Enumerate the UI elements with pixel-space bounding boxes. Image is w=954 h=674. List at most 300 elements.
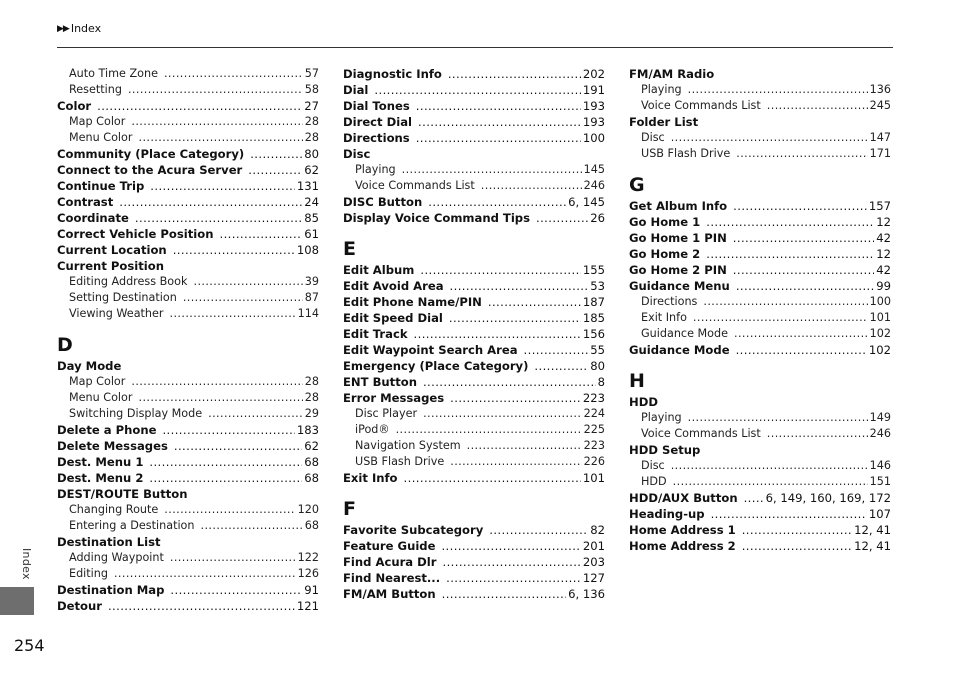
index-subentry (629, 146, 891, 162)
dot-leader (170, 582, 302, 598)
page-reference-link[interactable]: 27 (304, 99, 319, 113)
dot-leader (736, 278, 874, 294)
dot-leader (420, 262, 581, 278)
index-subentry (629, 410, 891, 426)
page-reference-link[interactable]: 99 (876, 279, 891, 293)
page-reference-link[interactable]: 120 (297, 503, 319, 516)
page-reference-link[interactable]: 171 (869, 147, 891, 160)
dot-leader (402, 162, 582, 178)
page-reference-link[interactable]: 156 (582, 327, 605, 341)
index-subentry (629, 294, 891, 310)
section-letter: E (343, 238, 356, 260)
page-reference-link[interactable]: 61 (304, 227, 319, 241)
entry-label: Map Color (69, 375, 126, 388)
entry-label: Get Album Info (629, 199, 728, 213)
page-reference-link[interactable]: 62 (304, 439, 319, 453)
dot-leader (128, 82, 303, 98)
index-subentry (343, 162, 605, 178)
page-reference-link[interactable]: 87 (304, 291, 319, 304)
index-entry (57, 146, 319, 162)
dot-leader (706, 246, 874, 262)
page-reference-link[interactable]: 6, 149, 160, 169, 172 (765, 491, 891, 505)
dot-leader (450, 278, 589, 294)
dot-leader (423, 374, 596, 390)
entry-label: Guidance Mode (629, 343, 730, 357)
dot-leader (374, 82, 580, 98)
entry-label: Current Position (57, 259, 164, 273)
entry-label: Heading-up (629, 507, 705, 521)
index-entry (343, 586, 605, 602)
page-reference-link[interactable]: 226 (583, 455, 605, 468)
index-entry (57, 210, 319, 226)
index-entry (57, 454, 319, 470)
page-reference-link[interactable]: 187 (582, 295, 605, 309)
dot-leader (733, 262, 874, 278)
dot-leader (108, 598, 295, 614)
dot-leader (131, 114, 302, 130)
page-reference-link[interactable]: 102 (869, 327, 891, 340)
index-entry (343, 210, 605, 226)
dot-leader (693, 310, 868, 326)
page-reference-link[interactable]: 42 (876, 263, 891, 277)
index-subentry (629, 82, 891, 98)
index-entry (629, 246, 891, 262)
page-reference-link[interactable]: 127 (582, 571, 605, 585)
page-reference-link[interactable]: 39 (304, 275, 319, 288)
entry-label: DEST/ROUTE Button (57, 487, 188, 501)
breadcrumb (57, 22, 101, 35)
index-entry (629, 538, 891, 554)
entry-label: Destination List (57, 535, 161, 549)
dot-leader (248, 162, 302, 178)
index-entry (629, 442, 891, 458)
page-reference-link[interactable]: 12, 41 (854, 539, 891, 553)
entry-label: HDD (641, 475, 667, 488)
page-number: 254 (14, 636, 45, 655)
dot-leader (481, 178, 582, 194)
index-column-1 (57, 66, 319, 614)
index-entry (57, 98, 319, 114)
index-column-3 (629, 66, 891, 554)
entry-label: Folder List (629, 115, 699, 129)
dot-leader (450, 454, 581, 470)
page-reference-link[interactable]: 246 (583, 179, 605, 192)
index-entry (57, 178, 319, 194)
index-subentry (629, 474, 891, 490)
entry-label: Voice Commands List (641, 99, 761, 112)
page-reference-link[interactable]: 12 (876, 215, 891, 229)
dot-leader (688, 82, 868, 98)
page-reference-link[interactable]: 193 (582, 99, 605, 113)
index-subentry (57, 66, 319, 82)
index-entry (57, 242, 319, 258)
entry-label: Go Home 2 PIN (629, 263, 727, 277)
side-tab-label: Index (20, 548, 33, 580)
dot-leader (671, 458, 868, 474)
dot-leader (450, 390, 581, 406)
index-entry (343, 390, 605, 406)
page-reference-link[interactable]: 146 (869, 459, 891, 472)
dot-leader (174, 438, 302, 454)
dot-leader (442, 554, 580, 570)
index-subentry (57, 274, 319, 290)
entry-label: Favorite Subcategory (343, 523, 484, 537)
dot-leader (418, 114, 581, 130)
entry-label: Editing (69, 567, 108, 580)
index-entry (629, 262, 891, 278)
index-subentry (57, 502, 319, 518)
index-subentry (629, 426, 891, 442)
index-subentry (629, 98, 891, 114)
entry-label: Delete Messages (57, 439, 168, 453)
page-reference-link[interactable]: 193 (582, 115, 605, 129)
dot-leader (162, 422, 294, 438)
page-reference-link[interactable]: 28 (304, 115, 319, 128)
section-letter: H (629, 370, 645, 392)
page-reference-link[interactable]: 6, 136 (568, 587, 605, 601)
dot-leader (97, 98, 302, 114)
entry-label: Detour (57, 599, 102, 613)
dot-leader (446, 570, 581, 586)
header-divider (57, 47, 893, 48)
entry-label: Edit Phone Name/PIN (343, 295, 482, 309)
index-entry (343, 374, 605, 390)
page-reference-link[interactable]: 68 (304, 519, 319, 532)
index-subentry (343, 438, 605, 454)
entry-label: Find Nearest... (343, 571, 441, 585)
entry-label: FM/AM Radio (629, 67, 715, 81)
index-entry (57, 226, 319, 242)
index-entry (57, 598, 319, 614)
page-reference-link[interactable]: 136 (869, 83, 891, 96)
entry-label: FM/AM Button (343, 587, 436, 601)
entry-label: Edit Waypoint Search Area (343, 343, 518, 357)
dot-leader (414, 326, 581, 342)
page-reference-link[interactable]: 12 (876, 247, 891, 261)
index-subentry (343, 454, 605, 470)
entry-label: Delete a Phone (57, 423, 157, 437)
index-subentry (57, 390, 319, 406)
entry-label: Destination Map (57, 583, 165, 597)
entry-label: Go Home 1 (629, 215, 701, 229)
page-reference-link[interactable]: 185 (582, 311, 605, 325)
dot-leader (703, 294, 867, 310)
entry-label: Playing (355, 163, 396, 176)
dot-leader (416, 98, 581, 114)
entry-label: Coordinate (57, 211, 129, 225)
entry-label: Go Home 1 PIN (629, 231, 727, 245)
page-reference-link[interactable]: 191 (582, 83, 605, 97)
page-reference-link[interactable]: 62 (304, 163, 319, 177)
dot-leader (208, 406, 303, 422)
index-entry (629, 506, 891, 522)
page-reference-link[interactable]: 155 (582, 263, 605, 277)
index-entry (629, 66, 891, 82)
entry-label: Playing (641, 83, 682, 96)
index-entry (57, 470, 319, 486)
page-reference-link[interactable]: 245 (869, 99, 891, 112)
page-reference-link[interactable]: 91 (304, 583, 319, 597)
entry-label: Direct Dial (343, 115, 413, 129)
dot-leader (448, 66, 581, 82)
entry-label: Auto Time Zone (69, 67, 158, 80)
index-entry (629, 522, 891, 538)
page-reference-link[interactable]: 28 (304, 131, 319, 144)
entry-label: Continue Trip (57, 179, 145, 193)
page-reference-link[interactable]: 114 (297, 307, 319, 320)
index-entry (343, 114, 605, 130)
entry-label: Color (57, 99, 92, 113)
page-reference-link[interactable]: 68 (304, 455, 319, 469)
index-subentry (57, 566, 319, 582)
dot-leader (135, 210, 302, 226)
entry-label: Entering a Destination (69, 519, 195, 532)
dot-leader (170, 306, 296, 322)
index-entry (343, 130, 605, 146)
entry-label: Connect to the Acura Server (57, 163, 243, 177)
dot-leader (688, 410, 868, 426)
page-reference-link[interactable]: 126 (297, 567, 319, 580)
entry-label: Switching Display Mode (69, 407, 203, 420)
index-entry (343, 570, 605, 586)
entry-label: Home Address 1 (629, 523, 736, 537)
index-entry (343, 522, 605, 538)
index-entry (343, 66, 605, 82)
entry-label: iPod® (355, 423, 390, 436)
entry-label: Disc Player (355, 407, 418, 420)
page-reference-link[interactable]: 202 (582, 67, 605, 81)
dot-leader (138, 130, 302, 146)
page-reference-link[interactable]: 224 (583, 407, 605, 420)
page-reference-link[interactable]: 101 (582, 471, 605, 485)
entry-label: Correct Vehicle Position (57, 227, 214, 241)
page-reference-link[interactable]: 151 (869, 475, 891, 488)
entry-label: Community (Place Category) (57, 147, 245, 161)
entry-label: Directions (343, 131, 410, 145)
index-entry (629, 198, 891, 214)
page-reference-link[interactable]: 102 (868, 343, 891, 357)
entry-label: Guidance Menu (629, 279, 730, 293)
index-subentry (629, 130, 891, 146)
entry-label: Feature Guide (343, 539, 436, 553)
dot-leader (467, 438, 582, 454)
entry-label: Setting Destination (69, 291, 177, 304)
index-entry (57, 358, 319, 374)
page-reference-link[interactable]: 183 (296, 423, 319, 437)
dot-leader (150, 178, 295, 194)
page-reference-link[interactable]: 122 (297, 551, 319, 564)
entry-label: Home Address 2 (629, 539, 736, 553)
index-entry (57, 534, 319, 550)
entry-label: Dial (343, 83, 369, 97)
dot-leader (734, 326, 868, 342)
dot-leader (736, 146, 867, 162)
index-subentry (57, 130, 319, 146)
dot-leader (442, 586, 566, 602)
index-subentry (57, 290, 319, 306)
page-reference-link[interactable]: 201 (582, 539, 605, 553)
dot-leader (193, 274, 302, 290)
dot-leader (173, 242, 295, 258)
dot-leader (742, 538, 852, 554)
entry-label: Edit Album (343, 263, 415, 277)
dot-leader (219, 226, 302, 242)
entry-label: Display Voice Command Tips (343, 211, 531, 225)
page-reference-link[interactable]: 6, 145 (568, 195, 605, 209)
entry-label: Dest. Menu 2 (57, 471, 144, 485)
entry-label: ENT Button (343, 375, 417, 389)
index-subentry (57, 550, 319, 566)
dot-leader (488, 294, 581, 310)
dot-leader (489, 522, 588, 538)
dot-leader (534, 358, 588, 374)
index-subentry (629, 326, 891, 342)
dot-leader (250, 146, 302, 162)
page-reference-link[interactable]: 57 (304, 67, 319, 80)
page-reference-link[interactable]: 203 (582, 555, 605, 569)
dot-leader (673, 474, 868, 490)
dot-leader (183, 290, 303, 306)
page-reference-link[interactable]: 100 (869, 295, 891, 308)
index-entry (629, 490, 891, 506)
entry-label: Playing (641, 411, 682, 424)
index-entry (629, 114, 891, 130)
page-reference-link[interactable]: 42 (876, 231, 891, 245)
index-entry (343, 262, 605, 278)
dot-leader (164, 502, 295, 518)
dot-leader (423, 406, 582, 422)
dot-leader (733, 198, 867, 214)
index-subentry (57, 374, 319, 390)
entry-label: Viewing Weather (69, 307, 164, 320)
entry-label: Menu Color (69, 391, 133, 404)
index-entry (343, 326, 605, 342)
page-reference-link[interactable]: 28 (304, 391, 319, 404)
entry-label: Voice Commands List (355, 179, 475, 192)
page-reference-link[interactable]: 107 (868, 507, 891, 521)
dot-leader (767, 426, 868, 442)
page-reference-link[interactable]: 108 (296, 243, 319, 257)
page-reference-link[interactable]: 85 (304, 211, 319, 225)
index-subentry (629, 458, 891, 474)
entry-label: Menu Color (69, 131, 133, 144)
dot-leader (131, 374, 302, 390)
index-entry (57, 438, 319, 454)
index-entry (343, 82, 605, 98)
page-reference-link[interactable]: 80 (590, 359, 605, 373)
page-reference-link[interactable]: 157 (868, 199, 891, 213)
entry-label: Error Messages (343, 391, 445, 405)
entry-label: Go Home 2 (629, 247, 701, 261)
page-reference-link[interactable]: 225 (583, 423, 605, 436)
page-reference-link[interactable]: 223 (582, 391, 605, 405)
dot-leader (138, 390, 302, 406)
index-subentry (629, 310, 891, 326)
page-reference-link[interactable]: 12, 41 (854, 523, 891, 537)
entry-label: Voice Commands List (641, 427, 761, 440)
section-letter: G (629, 174, 645, 196)
dot-leader (671, 130, 868, 146)
index-subentry (57, 406, 319, 422)
breadcrumb-title[interactable]: Index (70, 22, 102, 35)
index-entry (343, 146, 605, 162)
entry-label: Current Location (57, 243, 167, 257)
page-reference-link[interactable]: 53 (590, 279, 605, 293)
page-reference-link[interactable]: 26 (590, 211, 605, 225)
dot-leader (733, 230, 874, 246)
entry-label: Dest. Menu 1 (57, 455, 144, 469)
index-column-2 (343, 66, 605, 602)
page-reference-link[interactable]: 147 (869, 131, 891, 144)
section-letter: D (57, 334, 73, 356)
index-entry (57, 162, 319, 178)
page-reference-link[interactable]: 28 (304, 375, 319, 388)
index-subentry (343, 422, 605, 438)
entry-label: HDD Setup (629, 443, 701, 457)
entry-label: Changing Route (69, 503, 159, 516)
page-reference-link[interactable]: 149 (869, 411, 891, 424)
index-entry (57, 582, 319, 598)
entry-label: Editing Address Book (69, 275, 188, 288)
index-entry (629, 394, 891, 410)
page-reference-link[interactable]: 68 (304, 471, 319, 485)
dot-leader (428, 194, 566, 210)
entry-label: Guidance Mode (641, 327, 728, 340)
page-reference-link[interactable]: 82 (590, 523, 605, 537)
index-subentry (343, 178, 605, 194)
entry-label: Map Color (69, 115, 126, 128)
index-entry (629, 342, 891, 358)
page-reference-link[interactable]: 8 (597, 375, 605, 389)
entry-label: Diagnostic Info (343, 67, 442, 81)
page-reference-link[interactable]: 131 (296, 179, 319, 193)
index-entry (343, 194, 605, 210)
index-entry (629, 214, 891, 230)
page-reference-link[interactable]: 24 (304, 195, 319, 209)
dot-leader (742, 522, 852, 538)
dot-leader (149, 470, 302, 486)
entry-label: USB Flash Drive (641, 147, 731, 160)
entry-label: Edit Track (343, 327, 408, 341)
index-subentry (57, 518, 319, 534)
page-reference-link[interactable]: 145 (583, 163, 605, 176)
page-reference-link[interactable]: 100 (582, 131, 605, 145)
dot-leader (441, 538, 580, 554)
entry-label: Navigation System (355, 439, 461, 452)
page-reference-link[interactable]: 58 (304, 83, 319, 96)
page-reference-link[interactable]: 121 (296, 599, 319, 613)
index-entry (57, 422, 319, 438)
entry-label: Resetting (69, 83, 122, 96)
index-entry (57, 486, 319, 502)
dot-leader (164, 66, 303, 82)
entry-label: Edit Speed Dial (343, 311, 443, 325)
entry-label: Directions (641, 295, 698, 308)
index-entry (57, 258, 319, 274)
dot-leader (711, 506, 867, 522)
page-reference-link[interactable]: 101 (869, 311, 891, 324)
page-reference-link[interactable]: 29 (304, 407, 319, 420)
dot-leader (404, 470, 581, 486)
entry-label: Find Acura Dlr (343, 555, 437, 569)
page-reference-link[interactable]: 223 (583, 439, 605, 452)
page-reference-link[interactable]: 246 (869, 427, 891, 440)
page-reference-link[interactable]: 55 (590, 343, 605, 357)
dot-leader (119, 194, 302, 210)
entry-label: HDD/AUX Button (629, 491, 738, 505)
dot-leader (201, 518, 303, 534)
page-reference-link[interactable]: 80 (304, 147, 319, 161)
